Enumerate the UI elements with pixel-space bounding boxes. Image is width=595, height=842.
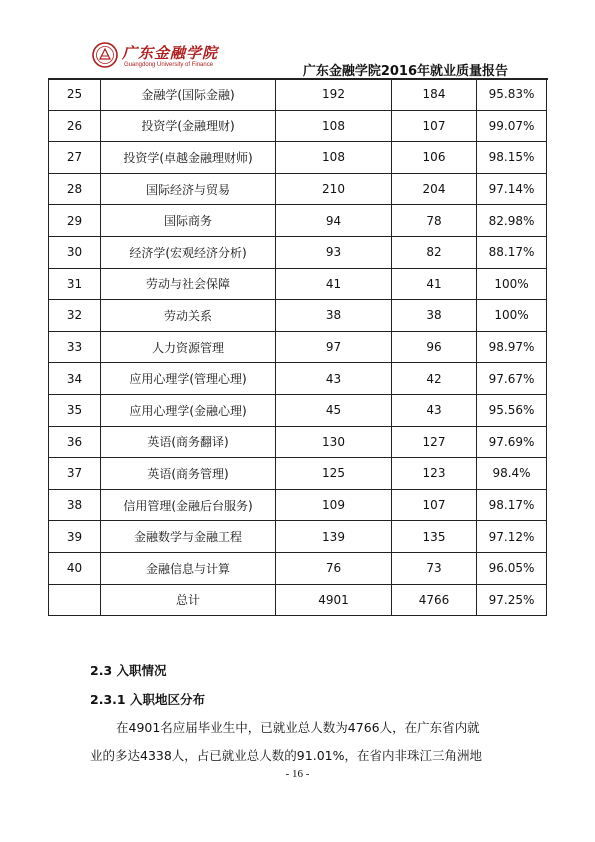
graduates-count-cell: 45 <box>276 394 392 426</box>
table-total-row <box>49 584 547 616</box>
row-number-cell: 34 <box>49 363 101 395</box>
row-number-cell <box>49 584 101 616</box>
section-heading: 2.3 入职情况 <box>90 663 167 678</box>
row-number-cell: 39 <box>49 521 101 553</box>
employed-count-cell: 4766 <box>392 584 477 616</box>
employed-count-cell: 135 <box>392 521 477 553</box>
row-number-cell: 31 <box>49 268 101 300</box>
employed-count-cell: 41 <box>392 268 477 300</box>
row-number-cell: 25 <box>49 79 101 110</box>
employment-rate-cell: 97.14% <box>477 173 547 205</box>
employment-rate-cell: 95.83% <box>477 79 547 110</box>
row-number-cell: 30 <box>49 236 101 268</box>
table-row <box>49 331 547 363</box>
major-name-cell: 经济学(宏观经济分析) <box>101 236 276 268</box>
graduates-count-cell: 192 <box>276 79 392 110</box>
row-number-cell: 37 <box>49 458 101 490</box>
employment-rate-cell: 96.05% <box>477 552 547 584</box>
employed-count-cell: 204 <box>392 173 477 205</box>
graduates-count-cell: 210 <box>276 173 392 205</box>
employment-rate-cell: 100% <box>477 300 547 332</box>
paragraph-line-1: 在4901名应届毕业生中，已就业总人数为4766人，在广东省内就 <box>116 720 480 735</box>
major-name-cell: 投资学(金融理财) <box>101 110 276 142</box>
graduates-count-cell: 130 <box>276 426 392 458</box>
employment-rate-cell: 98.15% <box>477 142 547 174</box>
table-row <box>49 300 547 332</box>
graduates-count-cell: 4901 <box>276 584 392 616</box>
employment-rate-cell: 98.17% <box>477 489 547 521</box>
major-name-cell: 国际商务 <box>101 205 276 237</box>
employment-rate-cell: 98.4% <box>477 458 547 490</box>
graduates-count-cell: 43 <box>276 363 392 395</box>
major-name-cell: 人力资源管理 <box>101 331 276 363</box>
employed-count-cell: 43 <box>392 394 477 426</box>
page-number: - 16 - <box>285 768 310 780</box>
table-row <box>49 458 547 490</box>
employed-count-cell: 38 <box>392 300 477 332</box>
table-row <box>49 236 547 268</box>
employment-rate-cell: 97.69% <box>477 426 547 458</box>
graduates-count-cell: 109 <box>276 489 392 521</box>
employed-count-cell: 73 <box>392 552 477 584</box>
employment-rate-cell: 97.25% <box>477 584 547 616</box>
graduates-count-cell: 97 <box>276 331 392 363</box>
employment-rate-cell: 97.67% <box>477 363 547 395</box>
employment-rate-cell: 100% <box>477 268 547 300</box>
row-number-cell: 32 <box>49 300 101 332</box>
major-name-cell: 金融数学与金融工程 <box>101 521 276 553</box>
major-name-cell: 应用心理学(金融心理) <box>101 394 276 426</box>
graduates-count-cell: 108 <box>276 142 392 174</box>
major-name-cell: 英语(商务翻译) <box>101 426 276 458</box>
graduates-count-cell: 94 <box>276 205 392 237</box>
table-row <box>49 489 547 521</box>
employment-rate-cell: 82.98% <box>477 205 547 237</box>
major-name-cell: 信用管理(金融后台服务) <box>101 489 276 521</box>
university-seal-icon <box>92 42 118 68</box>
employed-count-cell: 82 <box>392 236 477 268</box>
employed-count-cell: 42 <box>392 363 477 395</box>
graduates-count-cell: 93 <box>276 236 392 268</box>
major-name-cell: 国际经济与贸易 <box>101 173 276 205</box>
report-title: 广东金融学院2016年就业质量报告 <box>302 64 508 79</box>
graduates-count-cell: 139 <box>276 521 392 553</box>
employment-rate-cell: 88.17% <box>477 236 547 268</box>
employed-count-cell: 127 <box>392 426 477 458</box>
table-row <box>49 394 547 426</box>
major-name-cell: 总计 <box>101 584 276 616</box>
major-name-cell: 劳动关系 <box>101 300 276 332</box>
major-name-cell: 应用心理学(管理心理) <box>101 363 276 395</box>
paragraph-line-2: 业的多达4338人，占已就业总人数的91.01%，在省内非珠江三角洲地 <box>90 748 482 763</box>
major-name-cell: 劳动与社会保障 <box>101 268 276 300</box>
employed-count-cell: 184 <box>392 79 477 110</box>
graduates-count-cell: 125 <box>276 458 392 490</box>
logo-chinese-name: 广东金融学院 <box>122 44 219 62</box>
table-row <box>49 521 547 553</box>
row-number-cell: 28 <box>49 173 101 205</box>
row-number-cell: 33 <box>49 331 101 363</box>
row-number-cell: 38 <box>49 489 101 521</box>
graduates-count-cell: 38 <box>276 300 392 332</box>
employment-rate-cell: 98.97% <box>477 331 547 363</box>
graduates-count-cell: 108 <box>276 110 392 142</box>
employment-rate-cell: 97.12% <box>477 521 547 553</box>
major-name-cell: 金融学(国际金融) <box>101 79 276 110</box>
table-row <box>49 205 547 237</box>
university-logo <box>92 42 242 76</box>
table-row <box>49 142 547 174</box>
row-number-cell: 35 <box>49 394 101 426</box>
employed-count-cell: 106 <box>392 142 477 174</box>
row-number-cell: 29 <box>49 205 101 237</box>
page-header <box>48 42 548 80</box>
subsection-heading: 2.3.1 入职地区分布 <box>90 692 205 707</box>
employed-count-cell: 78 <box>392 205 477 237</box>
employment-rate-cell: 99.07% <box>477 110 547 142</box>
table-row <box>49 363 547 395</box>
table-row <box>49 79 547 110</box>
row-number-cell: 27 <box>49 142 101 174</box>
major-name-cell: 英语(商务管理) <box>101 458 276 490</box>
major-name-cell: 投资学(卓越金融理财师) <box>101 142 276 174</box>
employed-count-cell: 107 <box>392 110 477 142</box>
table-row <box>49 268 547 300</box>
major-name-cell: 金融信息与计算 <box>101 552 276 584</box>
row-number-cell: 36 <box>49 426 101 458</box>
employment-rate-table <box>48 79 547 616</box>
employed-count-cell: 107 <box>392 489 477 521</box>
table-row <box>49 110 547 142</box>
row-number-cell: 40 <box>49 552 101 584</box>
graduates-count-cell: 76 <box>276 552 392 584</box>
employed-count-cell: 96 <box>392 331 477 363</box>
table-row <box>49 173 547 205</box>
table-row <box>49 426 547 458</box>
employed-count-cell: 123 <box>392 458 477 490</box>
row-number-cell: 26 <box>49 110 101 142</box>
graduates-count-cell: 41 <box>276 268 392 300</box>
employment-rate-cell: 95.56% <box>477 394 547 426</box>
logo-english-name: Guangdong University of Finance <box>124 62 214 68</box>
table-row <box>49 552 547 584</box>
